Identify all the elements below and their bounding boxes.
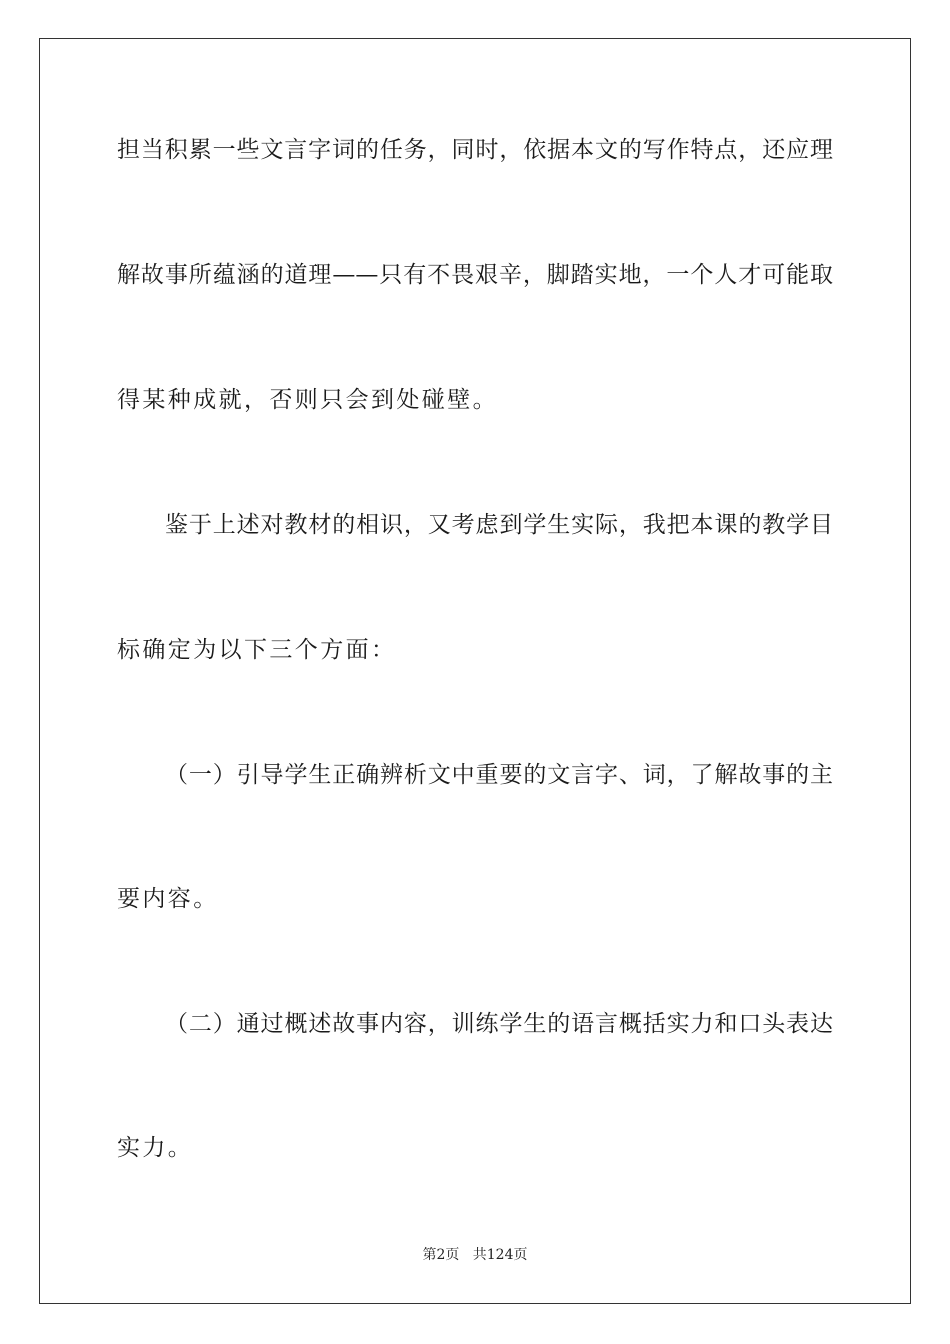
paragraph-line: 标确定为以下三个方面： bbox=[117, 637, 397, 663]
paragraph-line: 要内容。 bbox=[117, 886, 219, 912]
total-pages: 共124页 bbox=[472, 1247, 528, 1263]
paragraph-line: 担当积累一些文言字词的任务，同时，依据本文的写作特点，还应理 bbox=[117, 137, 833, 163]
page-border bbox=[39, 38, 911, 1304]
paragraph-line: （二）通过概述故事内容，训练学生的语言概括实力和口头表达 bbox=[165, 1011, 833, 1037]
page-number: 第2页 bbox=[422, 1247, 460, 1263]
paragraph-line: 解故事所蕴涵的道理——只有不畏艰辛，脚踏实地，一个人才可能取 bbox=[117, 262, 833, 288]
paragraph-line: 实力。 bbox=[117, 1135, 194, 1161]
paragraph-line: 得某种成就，否则只会到处碰壁。 bbox=[117, 387, 498, 413]
paragraph-line: （一）引导学生正确辨析文中重要的文言字、词，了解故事的主 bbox=[165, 762, 833, 788]
page-footer bbox=[0, 1246, 950, 1264]
paragraph-line: 鉴于上述对教材的相识，又考虑到学生实际，我把本课的教学目 bbox=[165, 512, 833, 538]
